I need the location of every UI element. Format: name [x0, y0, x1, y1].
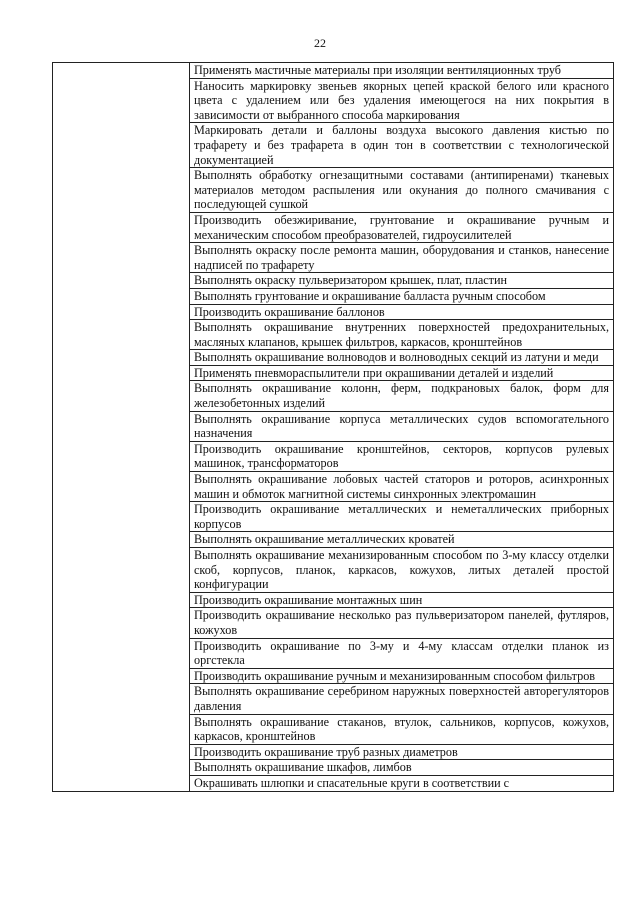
- duty-text-cell: Выполнять окрашивание лобовых частей статоров и роторов, асинхронных машин и обмоток магнитной системы синхронных электромашин: [190, 472, 614, 502]
- duty-text-cell: Выполнять окрашивание внутренних поверхностей предохранительных, масляных клапанов, крышек фильтров, каркасов, кронштейнов: [190, 320, 614, 350]
- duty-text-cell: Выполнять окрашивание колонн, ферм, подкрановых балок, форм для железобетонных изделий: [190, 381, 614, 411]
- duty-text-cell: Производить окрашивание несколько раз пульверизатором панелей, футляров, кожухов: [190, 608, 614, 638]
- page-number: 22: [314, 36, 326, 50]
- duty-text-cell: Маркировать детали и баллоны воздуха высокого давления кистью по трафарету и без трафарета в один тон в соответствии с технологической документацией: [190, 123, 614, 168]
- duty-text-cell: Выполнять окрашивание стаканов, втулок, сальников, корпусов, кожухов, каркасов, кронштейнов: [190, 714, 614, 744]
- duty-text-cell: Применять пневмораспылители при окрашивании деталей и изделий: [190, 365, 614, 381]
- duties-table: [52, 62, 614, 792]
- duty-text-cell: Выполнять окрашивание волноводов и волноводных секций из латуни и меди: [190, 350, 614, 366]
- duty-text-cell: Производить обезжиривание, грунтование и окрашивание ручным и механическим способом преобразователей, гидроусилителей: [190, 212, 614, 242]
- duty-text-cell: Производить окрашивание ручным и механизированным способом фильтров: [190, 668, 614, 684]
- duty-text-cell: Производить окрашивание баллонов: [190, 304, 614, 320]
- duty-text-cell: Выполнять окраску пульверизатором крышек, плат, пластин: [190, 273, 614, 289]
- duty-text-cell: Производить окрашивание металлических и неметаллических приборных корпусов: [190, 502, 614, 532]
- duty-text-cell: Производить окрашивание труб разных диаметров: [190, 744, 614, 760]
- duty-text-cell: Применять мастичные материалы при изоляции вентиляционных труб: [190, 63, 614, 79]
- duty-text-cell: Выполнять окрашивание серебрином наружных поверхностей авторегуляторов давления: [190, 684, 614, 714]
- duty-text-cell: Выполнять окрашивание шкафов, лимбов: [190, 760, 614, 776]
- duty-text-cell: Производить окрашивание монтажных шин: [190, 592, 614, 608]
- duty-text-cell: Выполнять окраску после ремонта машин, оборудования и станков, нанесение надписей по трафарету: [190, 243, 614, 273]
- table-row: [53, 63, 614, 79]
- duty-text-cell: Выполнять окрашивание металлических кроватей: [190, 532, 614, 548]
- duty-text-cell: Выполнять окрашивание корпуса металлических судов вспомогательного назначения: [190, 411, 614, 441]
- duty-text-cell: Выполнять обработку огнезащитными составами (антипиренами) тканевых материалов методом распыления или окунания до полного смачивания с последующей сушкой: [190, 168, 614, 213]
- duty-text-cell: Выполнять грунтование и окрашивание балласта ручным способом: [190, 288, 614, 304]
- duty-text-cell: Производить окрашивание кронштейнов, секторов, корпусов рулевых машинок, трансформаторов: [190, 441, 614, 471]
- duty-text-cell: Производить окрашивание по 3-му и 4-му классам отделки планок из оргстекла: [190, 638, 614, 668]
- duty-text-cell: Наносить маркировку звеньев якорных цепей краской белого или красного цвета с удалением или без удаления имеющегося на них покрытия в зависимости от выбранного способа маркирования: [190, 78, 614, 123]
- duty-text-cell: Выполнять окрашивание механизированным способом по 3-му классу отделки скоб, корпусов, планок, каркасов, кожухов, литых деталей простой конфигурации: [190, 548, 614, 593]
- duty-text-cell: Окрашивать шлюпки и спасательные круги в соответствии с: [190, 775, 614, 791]
- left-column-cell: [53, 63, 190, 792]
